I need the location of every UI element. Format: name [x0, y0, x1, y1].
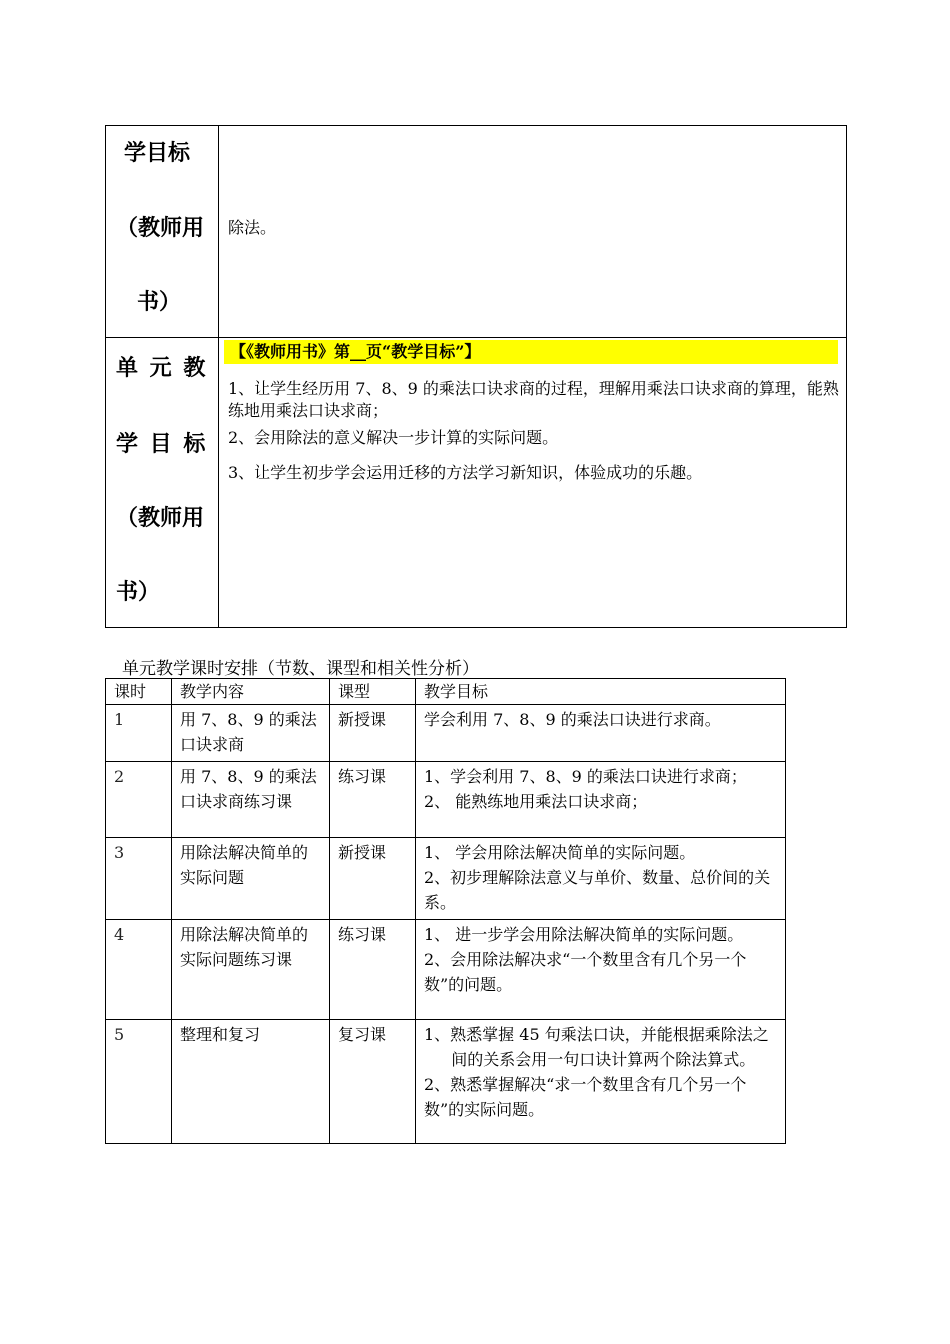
header-type: 课型 [330, 679, 416, 705]
lesson-goal: 1、学会利用 7、8、9 的乘法口诀进行求商； [424, 767, 747, 786]
column-divider [218, 126, 219, 627]
lesson-content: 整理和复习 [172, 1020, 330, 1144]
lesson-goal: 1、熟悉掌握 45 句乘法口诀，并能根据乘除法之间的关系会用一句口诀计算两个除法算式。 [424, 1025, 769, 1069]
lesson-goal: 2、熟悉掌握解决“求一个数里含有几个另一个数”的实际问题。 [424, 1075, 747, 1119]
unit-goal-3: 3、让学生初步学会运用迁移的方法学习新知识，体验成功的乐趣。 [228, 463, 703, 482]
row2-label-line-2: 学 目 标 [116, 432, 208, 457]
lesson-goals [416, 705, 786, 762]
lesson-number: 3 [106, 838, 172, 920]
row1-label-line-2: （教师用 [116, 216, 205, 241]
lesson-number: 2 [106, 762, 172, 838]
lesson-content: 用除法解决简单的实际问题 [172, 838, 330, 920]
row1-label-line-1: 学目标 [124, 141, 191, 166]
row2-label-line-3: （教师用 [116, 506, 205, 531]
row1-content: 除法。 [228, 218, 277, 237]
schedule-caption: 单元教学课时安排（节数、课型和相关性分析） [122, 659, 479, 679]
lesson-content: 用除法解决简单的实际问题练习课 [172, 920, 330, 1020]
table-row [106, 762, 786, 838]
lesson-goals [416, 838, 786, 920]
lesson-content: 用 7、8、9 的乘法口诀求商练习课 [172, 762, 330, 838]
teaching-goals-table [105, 125, 847, 628]
schedule-table [105, 678, 786, 1144]
lesson-goal: 2、 能熟练地用乘法口诀求商； [424, 792, 648, 811]
unit-goal-2: 2、会用除法的意义解决一步计算的实际问题。 [228, 428, 559, 447]
lesson-type: 新授课 [330, 705, 416, 762]
lesson-number: 4 [106, 920, 172, 1020]
lesson-goals [416, 762, 786, 838]
lesson-goal: 2、初步理解除法意义与单价、数量、总价间的关系。 [424, 868, 771, 912]
header-content: 教学内容 [172, 679, 330, 705]
table-row [106, 1020, 786, 1144]
header-lesson: 课时 [106, 679, 172, 705]
header-goals: 教学目标 [416, 679, 786, 705]
table-header-row [106, 679, 786, 705]
row-divider [106, 337, 846, 338]
lesson-goals [416, 920, 786, 1020]
row2-label-line-1: 单 元 教 [116, 356, 208, 381]
table-row [106, 838, 786, 920]
lesson-type: 练习课 [330, 762, 416, 838]
lesson-type: 练习课 [330, 920, 416, 1020]
lesson-goal: 学会利用 7、8、9 的乘法口诀进行求商。 [424, 710, 721, 729]
lesson-number: 5 [106, 1020, 172, 1144]
lesson-content: 用 7、8、9 的乘法口诀求商 [172, 705, 330, 762]
lesson-goal: 2、会用除法解决求“一个数里含有几个另一个数”的问题。 [424, 950, 747, 994]
lesson-goals [416, 1020, 786, 1144]
unit-goal-1: 1、让学生经历用 7、8、9 的乘法口诀求商的过程，理解用乘法口诀求商的算理，能熟练地用乘法口诀求商； [228, 379, 839, 420]
table-row [106, 705, 786, 762]
lesson-goal: 1、 学会用除法解决简单的实际问题。 [424, 843, 696, 862]
lesson-type: 新授课 [330, 838, 416, 920]
lesson-goal: 1、 进一步学会用除法解决简单的实际问题。 [424, 925, 744, 944]
row1-label-line-3: 书） [137, 290, 182, 315]
row2-label-line-4: 书） [116, 580, 161, 605]
lesson-type: 复习课 [330, 1020, 416, 1144]
table-row [106, 920, 786, 1020]
teacher-book-reference: 【《教师用书》第__页“教学目标”】 [230, 342, 481, 361]
lesson-number: 1 [106, 705, 172, 762]
